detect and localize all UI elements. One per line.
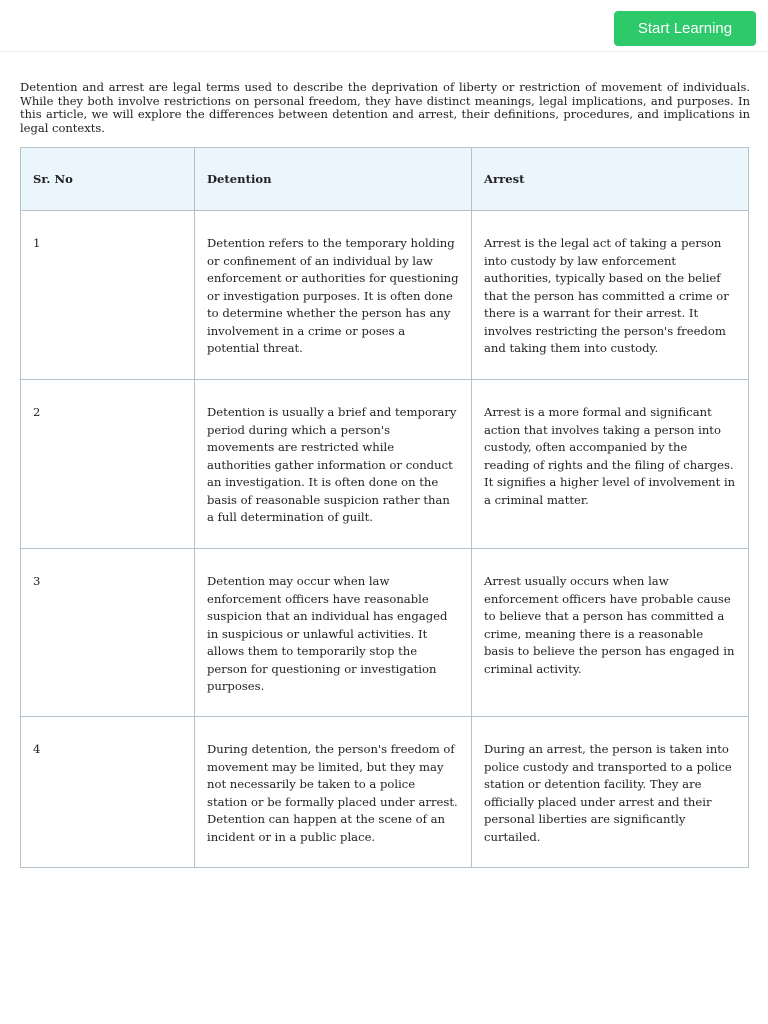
- cell-detention: Detention is usually a brief and temporary period during which a person's movements are restricted while authorities gather information or conduct an investigation. It is often done on the basis of reasonable suspicion rather than a full determination of guilt.: [195, 380, 472, 549]
- cell-arrest: During an arrest, the person is taken into police custody and transported to a police station or detention facility. They are officially placed under arrest and their personal liberties are significantly curtailed.: [472, 717, 749, 868]
- cell-arrest: Arrest is a more formal and significant action that involves taking a person into custody, often accompanied by the reading of rights and the filing of charges. It signifies a higher level of involvement in a criminal matter.: [472, 380, 749, 549]
- cell-detention: Detention refers to the temporary holding or confinement of an individual by law enforcement or authorities for questioning or investigation purposes. It is often done to determine whether the person has any involvement in a crime or poses a potential threat.: [195, 211, 472, 380]
- comparison-table: [20, 147, 749, 868]
- cell-sr-no: 3: [21, 549, 195, 717]
- cell-detention: During detention, the person's freedom of movement may be limited, but they may not necessarily be taken to a police station or be formally placed under arrest. Detention can happen at the scene of an incident or in a public place.: [195, 717, 472, 868]
- table-row: [21, 549, 749, 717]
- column-header-detention: Detention: [195, 148, 472, 211]
- intro-paragraph: Detention and arrest are legal terms used to describe the deprivation of liberty or restriction of movement of individuals. While they both involve restrictions on personal freedom, they have distinct meanings, legal implications, and purposes. In this article, we will explore the differences between detention and arrest, their definitions, procedures, and implications in legal contexts.: [20, 80, 750, 135]
- cell-arrest: Arrest is the legal act of taking a person into custody by law enforcement authorities, typically based on the belief that the person has committed a crime or there is a warrant for their arrest. It involves restricting the person's freedom and taking them into custody.: [472, 211, 749, 380]
- table-row: [21, 717, 749, 868]
- top-bar: [0, 0, 768, 52]
- table-row: [21, 380, 749, 549]
- cell-detention: Detention may occur when law enforcement officers have reasonable suspicion that an individual has engaged in suspicious or unlawful activities. It allows them to temporarily stop the person for questioning or investigation purposes.: [195, 549, 472, 717]
- table-row: [21, 211, 749, 380]
- cell-sr-no: 2: [21, 380, 195, 549]
- cell-sr-no: 1: [21, 211, 195, 380]
- start-learning-button[interactable]: Start Learning: [614, 11, 756, 46]
- column-header-sr-no: Sr. No: [21, 148, 195, 211]
- table-header-row: [21, 148, 749, 211]
- cell-arrest: Arrest usually occurs when law enforcement officers have probable cause to believe that a person has committed a crime, meaning there is a reasonable basis to believe the person has engaged in criminal activity.: [472, 549, 749, 717]
- cell-sr-no: 4: [21, 717, 195, 868]
- column-header-arrest: Arrest: [472, 148, 749, 211]
